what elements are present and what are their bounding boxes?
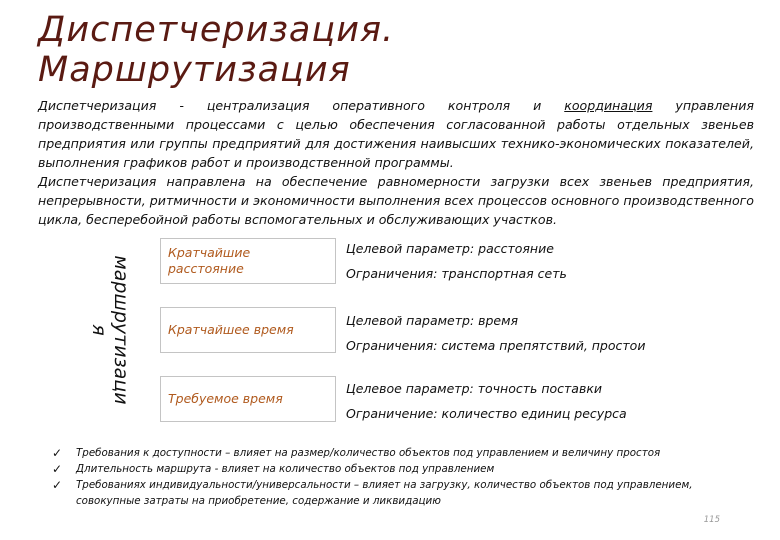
criterion-box-shortest-distance	[160, 238, 336, 284]
slide-title	[38, 10, 638, 90]
routing-label-line2: я	[88, 324, 110, 336]
paragraph-purpose: Диспетчеризация направлена на обеспечение равномерности загрузки всех звеньев предприятия, непрерывности, ритмичности и экономичности выполнения всех процессов основного производственного цикла, бесперебойной работы вспомогательных и обслуживающих участков.	[38, 174, 754, 227]
paragraph-definition-part2: управления производственными процессами с целью обеспечения согласованной работы отдельных звеньев предприятия или группы предприятий для достижения наивысших технико-экономических показателей, выполнения графиков работ и производственной программы.	[38, 98, 754, 170]
target-parameter: Целевое параметр: точность поставки	[346, 381, 603, 396]
requirement-text: Требования к доступности – влияет на размер/количество объектов под управлением и величину простоя	[76, 447, 661, 459]
list-item	[52, 477, 752, 509]
checkmark-icon: ✓	[52, 478, 63, 492]
constraint: Ограничения: система препятствий, простои	[346, 338, 646, 353]
criterion-params-required-time	[346, 381, 766, 422]
criterion-params-shortest-distance	[346, 241, 766, 282]
list-item	[52, 445, 752, 461]
paragraph-definition	[38, 96, 754, 172]
constraint: Ограничение: количество единиц ресурса	[346, 406, 627, 421]
criterion-box-shortest-time	[160, 307, 336, 353]
routing-label-line1: маршрутизаци	[110, 255, 132, 405]
checkmark-icon: ✓	[52, 446, 63, 460]
criterion-name: Кратчайшие расстояние	[168, 245, 251, 276]
target-parameter: Целевой параметр: расстояние	[346, 241, 554, 256]
slide-title-line1: Диспетчеризация.	[38, 10, 395, 50]
requirements-list	[52, 445, 752, 509]
slide-title-line2: Маршрутизация	[38, 50, 351, 90]
routing-vertical-label	[88, 255, 132, 404]
page-number: 115	[703, 515, 720, 525]
criterion-name: Требуемое время	[168, 391, 283, 406]
criterion-box-required-time	[160, 376, 336, 422]
criterion-params-shortest-time	[346, 313, 766, 354]
criterion-name: Кратчайшее время	[168, 322, 294, 337]
coordination-link[interactable]: координация	[564, 98, 653, 113]
constraint: Ограничения: транспортная сеть	[346, 266, 567, 281]
target-parameter: Целевой параметр: время	[346, 313, 519, 328]
body-text	[38, 96, 754, 229]
requirement-text: Требованиях индивидуальности/универсальности – влияет на загрузку, количество объектов под управлением, совокупные затраты на приобретение, содержание и ликвидацию	[76, 479, 693, 507]
list-item	[52, 461, 752, 477]
paragraph-definition-part1: Диспетчеризация - централизация оперативного контроля и	[38, 98, 565, 113]
requirement-text: Длительность маршрута - влияет на количество объектов под управлением	[76, 463, 495, 475]
checkmark-icon: ✓	[52, 462, 63, 476]
